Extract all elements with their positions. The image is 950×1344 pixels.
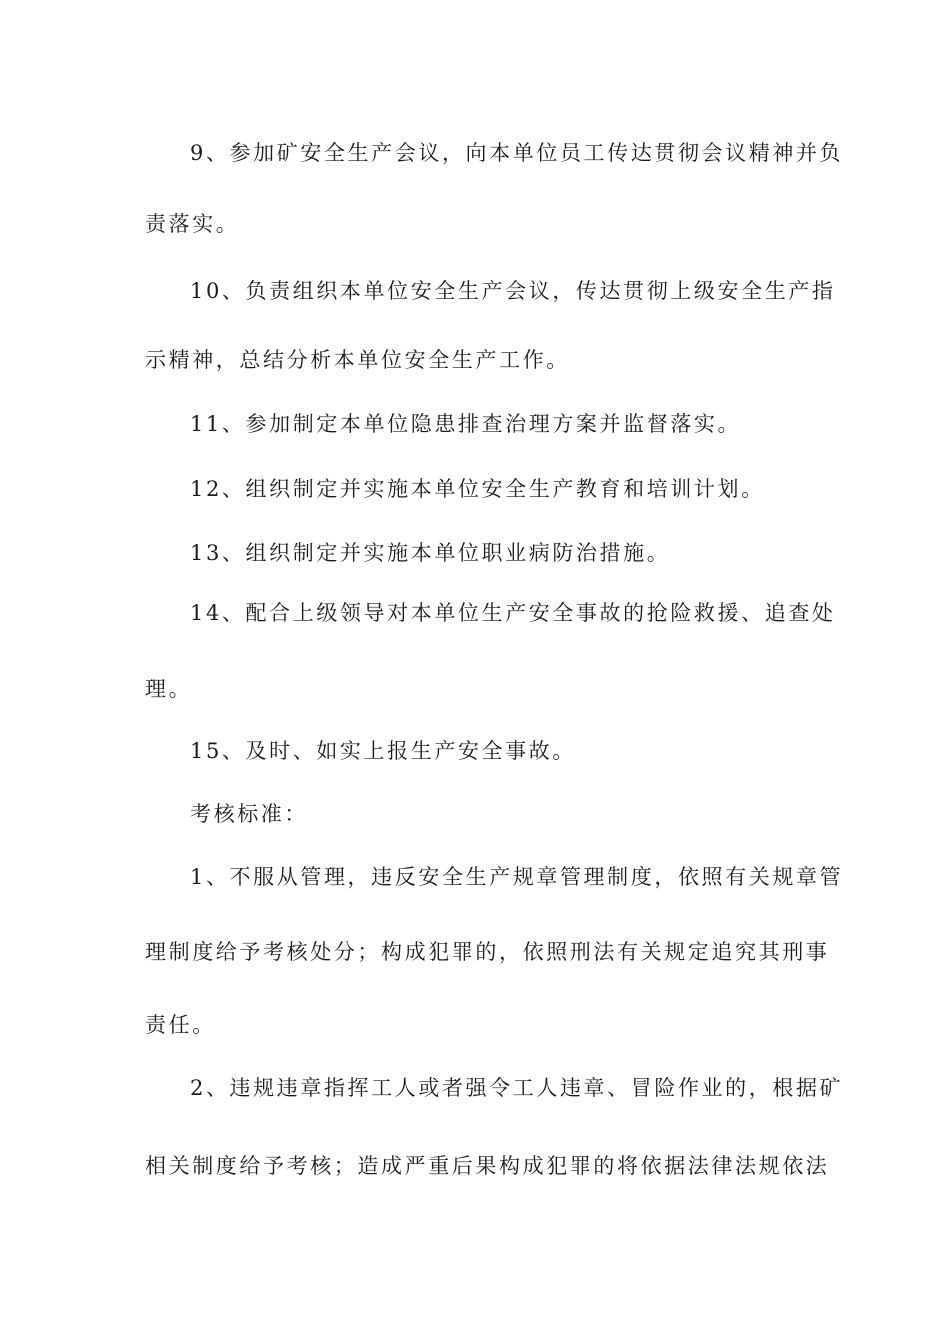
paragraph-line: 11、参加制定本单位隐患排查治理方案并监督落实。 bbox=[190, 412, 742, 436]
paragraph-line: 2、违规违章指挥工人或者强令工人违章、冒险作业的，根据矿 bbox=[190, 1076, 844, 1100]
paragraph-line: 相关制度给予考核；造成严重后果构成犯罪的将依据法律法规依法 bbox=[145, 1154, 830, 1178]
paragraph-line: 示精神，总结分析本单位安全生产工作。 bbox=[145, 348, 570, 372]
paragraph-line: 10、负责组织本单位安全生产会议，传达贯彻上级安全生产指 bbox=[190, 279, 836, 303]
paragraph-line: 责落实。 bbox=[145, 212, 240, 236]
section-heading: 考核标准： bbox=[190, 802, 308, 826]
paragraph-line: 责任。 bbox=[145, 1013, 216, 1037]
paragraph-line: 理制度给予考核处分；构成犯罪的，依照刑法有关规定追究其刑事 bbox=[145, 940, 830, 964]
paragraph-line: 1、不服从管理，违反安全生产规章管理制度，依照有关规章管 bbox=[190, 865, 844, 889]
paragraph-line: 12、组织制定并实施本单位安全生产教育和培训计划。 bbox=[190, 477, 765, 501]
paragraph-line: 15、及时、如实上报生产安全事故。 bbox=[190, 739, 576, 763]
paragraph-line: 9、参加矿安全生产会议，向本单位员工传达贯彻会议精神并负 bbox=[190, 141, 844, 165]
paragraph-line: 13、组织制定并实施本单位职业病防治措施。 bbox=[190, 541, 671, 565]
paragraph-line: 14、配合上级领导对本单位生产安全事故的抢险救援、追查处 bbox=[190, 601, 836, 625]
paragraph-line: 理。 bbox=[145, 677, 193, 701]
